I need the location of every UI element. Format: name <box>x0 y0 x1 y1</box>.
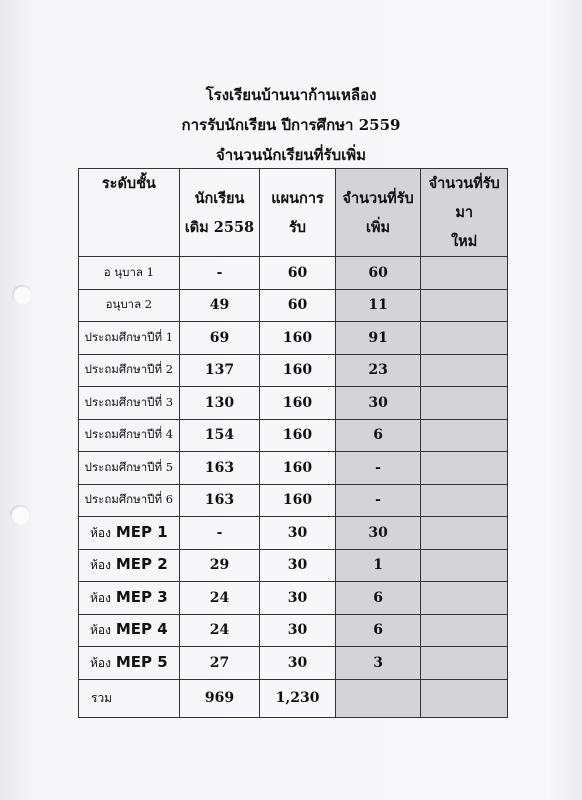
cell-new <box>421 387 508 420</box>
mep-code: MEP 4 <box>115 620 168 639</box>
admission-table <box>78 168 508 718</box>
cell-existing: 154 <box>179 419 260 452</box>
cell-level: ประถมศึกษาปีที่ 2 <box>79 354 180 387</box>
cell-existing: 27 <box>179 647 260 680</box>
admission-title: การรับนักเรียน ปีการศึกษา 2559 <box>181 116 401 134</box>
cell-plan: 30 <box>260 582 336 615</box>
header-plan: แผนการ รับ <box>260 169 336 257</box>
cell-plan: 60 <box>260 257 336 290</box>
cell-added: 30 <box>335 517 421 550</box>
cell-level <box>79 582 180 615</box>
table-subtitle: จำนวนนักเรียนที่รับเพิ่ม <box>215 146 367 164</box>
mep-code: MEP 1 <box>115 522 168 541</box>
cell-existing: 163 <box>179 452 260 485</box>
cell-existing: 69 <box>179 322 260 355</box>
table-row <box>79 322 508 355</box>
cell-new <box>421 614 508 647</box>
table-header-row <box>79 169 508 257</box>
cell-added: 1 <box>335 549 421 582</box>
table-row <box>79 289 508 322</box>
cell-added: 6 <box>335 582 421 615</box>
cell-new <box>421 484 508 517</box>
cell-total-added <box>335 679 421 717</box>
cell-plan: 160 <box>260 484 336 517</box>
room-prefix: ห้อง <box>90 655 111 670</box>
cell-new <box>421 582 508 615</box>
cell-new <box>421 419 508 452</box>
header-level: ระดับชั้น <box>79 169 180 257</box>
cell-new <box>421 452 508 485</box>
cell-level <box>79 549 180 582</box>
cell-existing: 24 <box>179 582 260 615</box>
cell-total-existing: 969 <box>179 679 260 717</box>
cell-plan: 30 <box>260 647 336 680</box>
table-row <box>79 419 508 452</box>
cell-added: 3 <box>335 647 421 680</box>
cell-new <box>421 354 508 387</box>
cell-new <box>421 289 508 322</box>
cell-existing: 24 <box>179 614 260 647</box>
table-row-mep <box>79 549 508 582</box>
cell-new <box>421 647 508 680</box>
table-row <box>79 354 508 387</box>
cell-level <box>79 614 180 647</box>
cell-plan: 30 <box>260 517 336 550</box>
cell-plan: 60 <box>260 289 336 322</box>
cell-existing: 137 <box>179 354 260 387</box>
cell-added: 91 <box>335 322 421 355</box>
cell-new <box>421 517 508 550</box>
cell-total-label: รวม <box>79 679 180 717</box>
table-row <box>79 484 508 517</box>
table-row <box>79 452 508 485</box>
cell-level: ประถมศึกษาปีที่ 4 <box>79 419 180 452</box>
cell-level: อ นุบาล 1 <box>79 257 180 290</box>
cell-plan: 30 <box>260 614 336 647</box>
document-header <box>0 80 582 170</box>
punch-hole <box>10 505 30 525</box>
cell-level: ประถมศึกษาปีที่ 3 <box>79 387 180 420</box>
table-row-mep <box>79 517 508 550</box>
cell-added: 30 <box>335 387 421 420</box>
cell-plan: 160 <box>260 354 336 387</box>
cell-added: 60 <box>335 257 421 290</box>
school-name: โรงเรียนบ้านนาก้านเหลือง <box>205 86 377 104</box>
table-row-mep <box>79 614 508 647</box>
room-prefix: ห้อง <box>90 623 111 638</box>
mep-code: MEP 5 <box>115 652 168 671</box>
cell-new <box>421 549 508 582</box>
cell-existing: - <box>179 257 260 290</box>
cell-new <box>421 257 508 290</box>
cell-level <box>79 647 180 680</box>
table-row-mep <box>79 582 508 615</box>
cell-added: 23 <box>335 354 421 387</box>
cell-added: 6 <box>335 419 421 452</box>
cell-added: 11 <box>335 289 421 322</box>
cell-plan: 160 <box>260 322 336 355</box>
header-existing: นักเรียน เดิม 2558 <box>179 169 260 257</box>
mep-code: MEP 3 <box>115 587 168 606</box>
room-prefix: ห้อง <box>90 558 111 573</box>
cell-level: อนุบาล 2 <box>79 289 180 322</box>
cell-existing: 163 <box>179 484 260 517</box>
header-added: จำนวนที่รับ เพิ่ม <box>335 169 421 257</box>
cell-level <box>79 517 180 550</box>
cell-added: - <box>335 452 421 485</box>
table-row-total <box>79 679 508 717</box>
cell-plan: 30 <box>260 549 336 582</box>
cell-level: ประถมศึกษาปีที่ 6 <box>79 484 180 517</box>
cell-new <box>421 322 508 355</box>
cell-plan: 160 <box>260 419 336 452</box>
cell-level: ประถมศึกษาปีที่ 5 <box>79 452 180 485</box>
mep-code: MEP 2 <box>115 555 168 574</box>
table-row <box>79 387 508 420</box>
cell-total-plan: 1,230 <box>260 679 336 717</box>
punch-hole <box>12 285 32 305</box>
cell-added: - <box>335 484 421 517</box>
cell-total-new <box>421 679 508 717</box>
cell-existing: 49 <box>179 289 260 322</box>
cell-added: 6 <box>335 614 421 647</box>
cell-plan: 160 <box>260 387 336 420</box>
header-new: จำนวนที่รับมา ใหม่ <box>421 169 508 257</box>
table-row-mep <box>79 647 508 680</box>
room-prefix: ห้อง <box>90 590 111 605</box>
cell-existing: - <box>179 517 260 550</box>
cell-existing: 130 <box>179 387 260 420</box>
cell-plan: 160 <box>260 452 336 485</box>
cell-level: ประถมศึกษาปีที่ 1 <box>79 322 180 355</box>
cell-existing: 29 <box>179 549 260 582</box>
table-row <box>79 257 508 290</box>
room-prefix: ห้อง <box>90 525 111 540</box>
